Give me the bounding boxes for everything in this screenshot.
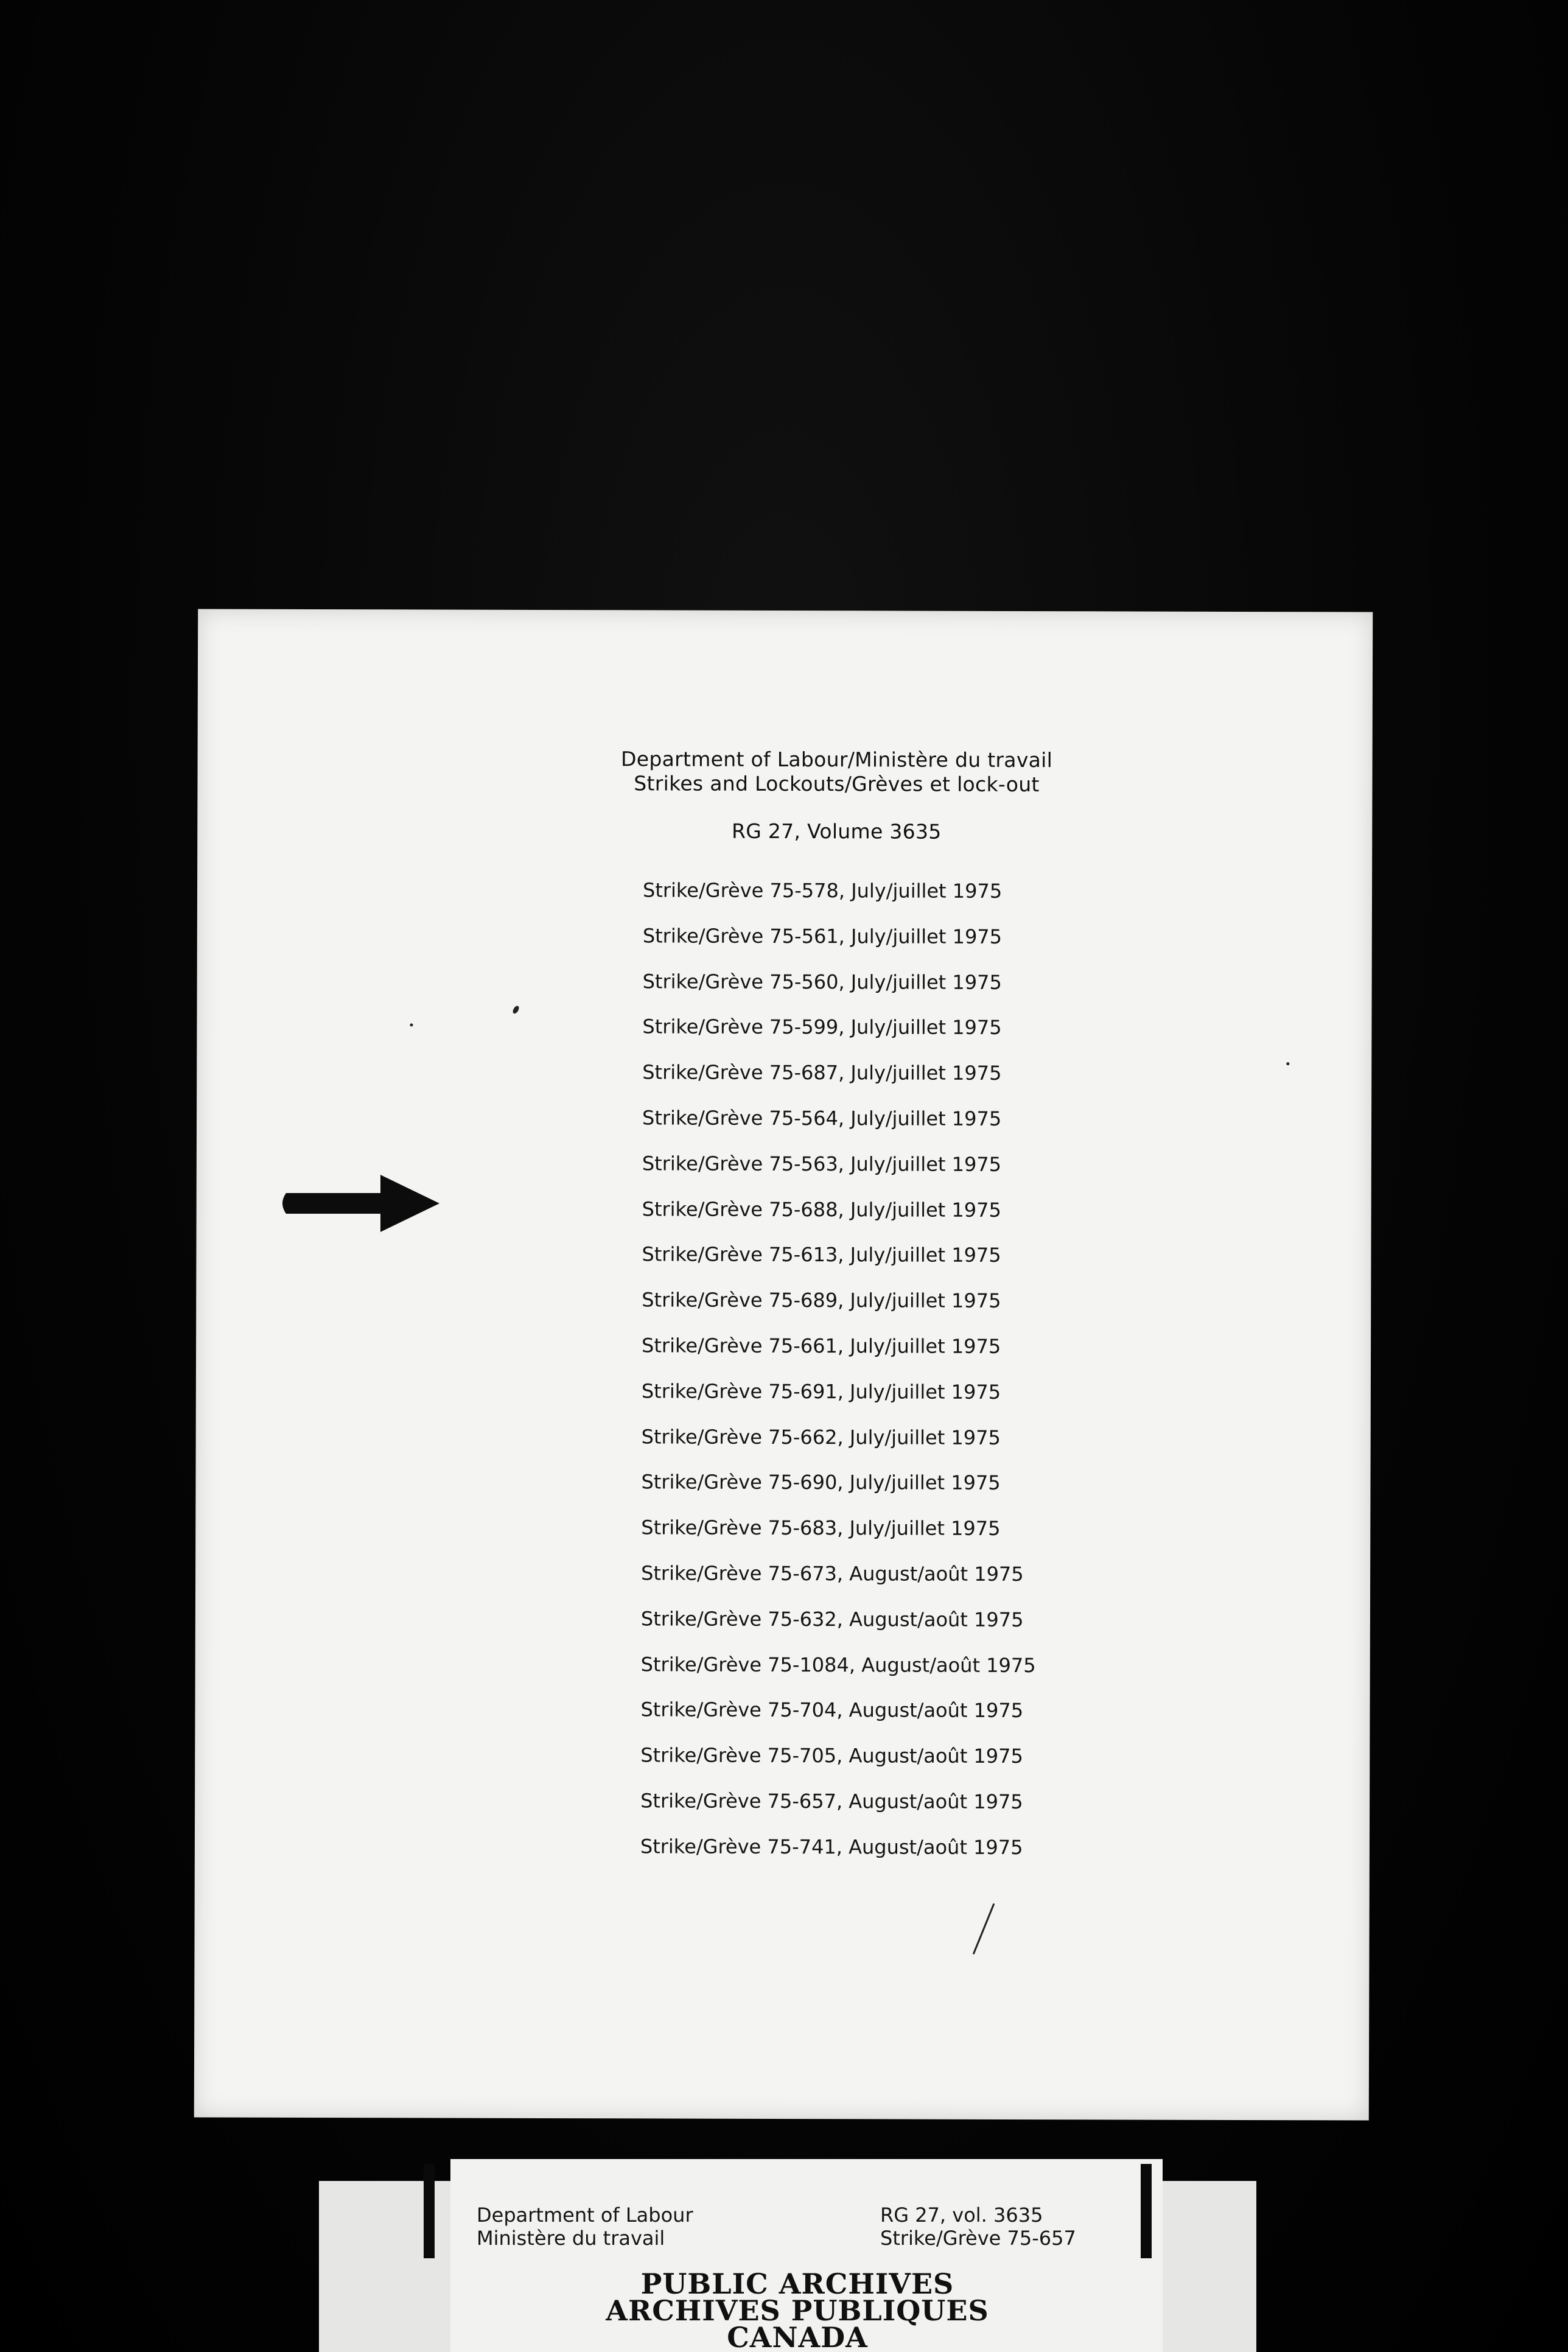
- strike-entry: Strike/Grève 75-705, August/août 1975: [640, 1743, 1023, 1768]
- strike-entry: Strike/Grève 75-599, July/juillet 1975: [642, 1015, 1002, 1040]
- scratch-mark: [973, 1903, 995, 1955]
- label-department: [477, 2203, 693, 2250]
- strike-entry: Strike/Grève 75-564, July/juillet 1975: [642, 1106, 1002, 1130]
- strike-entry: Strike/Grève 75-689, July/juillet 1975: [642, 1288, 1001, 1313]
- strike-entry: Strike/Grève 75-691, July/juillet 1975: [641, 1379, 1001, 1404]
- label-dept-french: Ministère du travail: [477, 2227, 665, 2250]
- label-edge-right: [1141, 2164, 1152, 2258]
- strike-list: [640, 878, 1251, 1881]
- label-edge-left: [424, 2164, 435, 2258]
- label-volume: RG 27, vol. 3635: [880, 2203, 1043, 2227]
- strike-entry: Strike/Grève 75-688, July/juillet 1975: [642, 1197, 1001, 1222]
- label-dept-english: Department of Labour: [477, 2203, 693, 2227]
- strike-entry: Strike/Grève 75-632, August/août 1975: [640, 1607, 1024, 1631]
- strike-entry: Strike/Grève 75-563, July/juillet 1975: [642, 1152, 1002, 1176]
- dust-speck: [410, 1023, 413, 1026]
- strike-entry: Strike/Grève 75-683, July/juillet 1975: [641, 1516, 1001, 1541]
- dust-speck: [512, 1005, 520, 1015]
- header-volume: RG 27, Volume 3635: [731, 819, 942, 844]
- strike-entry: Strike/Grève 75-687, July/juillet 1975: [642, 1060, 1002, 1085]
- strike-entry: Strike/Grève 75-560, July/juillet 1975: [642, 969, 1002, 994]
- header-subject: Strikes and Lockouts/Grèves et lock-out: [634, 771, 1040, 797]
- archives-line-country: CANADA: [727, 2321, 868, 2352]
- strike-entry: Strike/Grève 75-690, July/juillet 1975: [641, 1470, 1001, 1495]
- strike-entry: Strike/Grève 75-673, August/août 1975: [641, 1561, 1024, 1586]
- strike-entry: Strike/Grève 75-661, July/juillet 1975: [642, 1334, 1001, 1358]
- document-header: [197, 746, 1372, 845]
- document-page: [194, 609, 1373, 2120]
- strike-entry: Strike/Grève 75-704, August/août 1975: [640, 1698, 1024, 1723]
- archives-line-en: PUBLIC ARCHIVES: [640, 2267, 954, 2300]
- strike-entry: Strike/Grève 75-657, August/août 1975: [640, 1789, 1023, 1813]
- strike-entry: Strike/Grève 75-1084, August/août 1975: [640, 1652, 1036, 1677]
- strike-entry: Strike/Grève 75-578, July/juillet 1975: [642, 878, 1003, 903]
- strike-entry: Strike/Grève 75-662, July/juillet 1975: [641, 1424, 1001, 1449]
- label-strike-number: Strike/Grève 75-657: [880, 2227, 1076, 2250]
- archives-line-fr: ARCHIVES PUBLIQUES: [606, 2294, 989, 2327]
- strike-entry: Strike/Grève 75-561, July/juillet 1975: [642, 924, 1003, 948]
- archives-stamp: [597, 2267, 998, 2352]
- pointing-arrow-icon: [274, 1170, 450, 1237]
- strike-entry: Strike/Grève 75-613, July/juillet 1975: [642, 1242, 1001, 1267]
- strike-entry: Strike/Grève 75-741, August/août 1975: [640, 1835, 1023, 1859]
- label-reference: [880, 2203, 1076, 2250]
- header-department: Department of Labour/Ministère du travail: [621, 747, 1053, 772]
- dust-speck: [1286, 1062, 1289, 1065]
